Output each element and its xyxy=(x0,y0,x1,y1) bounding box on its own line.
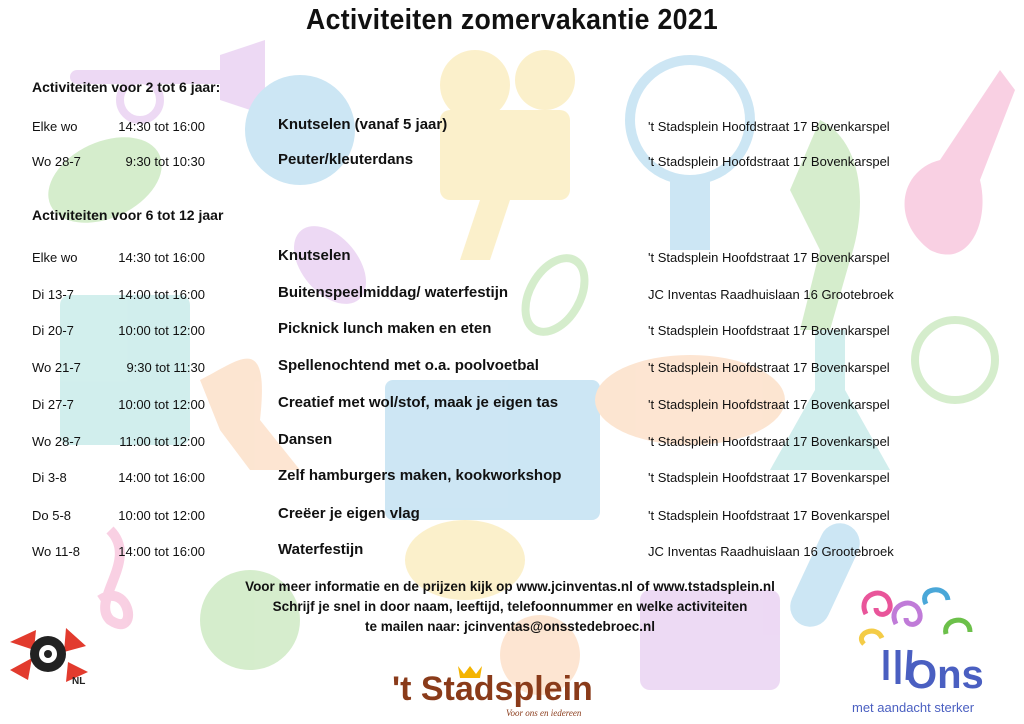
row-time: 11:00 tot 12:00 xyxy=(119,434,205,449)
page-title: Activiteiten zomervakantie 2021 xyxy=(306,4,718,36)
row-activity: Dansen xyxy=(278,431,333,448)
row-activity: Creëer je eigen vlag xyxy=(278,505,420,522)
row-day: Wo 21-7 xyxy=(32,360,81,375)
row-day: Di 13-7 xyxy=(32,287,74,302)
row-time: 14:00 tot 16:00 xyxy=(118,470,205,485)
row-day: Wo 28-7 xyxy=(32,154,81,169)
row-activity: Spellenochtend met o.a. poolvoetbal xyxy=(278,357,539,374)
section-heading-2-6: Activiteiten voor 2 tot 6 jaar: xyxy=(32,79,221,95)
ons-logo xyxy=(846,584,1014,720)
activity-row xyxy=(0,320,1024,342)
row-day: Wo 28-7 xyxy=(32,434,81,449)
row-location: 't Stadsplein Hoofdstraat 17 Bovenkarspel xyxy=(648,470,890,485)
row-location: 't Stadsplein Hoofdstraat 17 Bovenkarspel xyxy=(648,397,890,412)
row-day: Di 3-8 xyxy=(32,470,67,485)
activity-row xyxy=(0,116,1024,138)
activity-row xyxy=(0,284,1024,306)
row-activity: Zelf hamburgers maken, kookworkshop xyxy=(278,467,562,484)
row-location: 't Stadsplein Hoofdstraat 17 Bovenkarspel xyxy=(648,508,890,523)
row-day: Di 20-7 xyxy=(32,323,74,338)
activity-row xyxy=(0,357,1024,379)
row-activity: Waterfestijn xyxy=(278,541,364,558)
row-activity: Creatief met wol/stof, maak je eigen tas xyxy=(278,394,559,411)
jc-inventas-logo xyxy=(6,622,90,686)
row-time: 10:00 tot 12:00 xyxy=(118,397,205,412)
row-activity: Knutselen (vanaf 5 jaar) xyxy=(278,116,448,133)
ons-tagline: met aandacht sterker xyxy=(852,700,975,715)
row-activity: Peuter/kleuterdans xyxy=(278,151,414,168)
row-location: JC Inventas Raadhuislaan 16 Grootebroek xyxy=(648,287,894,302)
row-day: Elke wo xyxy=(32,119,78,134)
row-day: Di 27-7 xyxy=(32,397,74,412)
row-location: 't Stadsplein Hoofdstraat 17 Bovenkarspel xyxy=(648,323,890,338)
row-location: 't Stadsplein Hoofdstraat 17 Bovenkarspel xyxy=(648,250,890,265)
row-day: Do 5-8 xyxy=(32,508,72,523)
row-time: 14:00 tot 16:00 xyxy=(118,287,205,302)
activity-row xyxy=(0,505,1024,527)
row-time: 10:00 tot 12:00 xyxy=(118,323,205,338)
ons-logo-text: Ons xyxy=(906,653,984,697)
activity-row xyxy=(0,394,1024,416)
stadsplein-logo xyxy=(388,662,598,722)
footer-info xyxy=(150,577,870,637)
row-day: Elke wo xyxy=(32,250,78,265)
row-time: 14:00 tot 16:00 xyxy=(118,544,205,559)
footer-line-signup: Schrijf je snel in door naam, leeftijd, telefoonnummer en welke activiteiten xyxy=(272,599,748,614)
section-heading-6-12: Activiteiten voor 6 tot 12 jaar xyxy=(32,207,224,223)
row-activity: Knutselen xyxy=(278,247,351,264)
row-time: 10:00 tot 12:00 xyxy=(118,508,205,523)
activity-row xyxy=(0,247,1024,269)
activity-row xyxy=(0,541,1024,563)
stadsplein-tagline: Voor ons en iedereen xyxy=(506,708,582,718)
row-time: 14:30 tot 16:00 xyxy=(118,250,205,265)
activity-row xyxy=(0,431,1024,453)
activity-row xyxy=(0,467,1024,489)
activity-row xyxy=(0,151,1024,173)
row-location: 't Stadsplein Hoofdstraat 17 Bovenkarspel xyxy=(648,434,890,449)
row-location: 't Stadsplein Hoofdstraat 17 Bovenkarspel xyxy=(648,154,890,169)
row-location: 't Stadsplein Hoofdstraat 17 Bovenkarspel xyxy=(648,360,890,375)
footer-line-info: Voor meer informatie en de prijzen kijk op www.jcinventas.nl of www.tstadsplein.nl xyxy=(245,579,775,594)
row-time: 9:30 tot 11:30 xyxy=(126,360,205,375)
row-location: 't Stadsplein Hoofdstraat 17 Bovenkarspel xyxy=(648,119,890,134)
stadsplein-logo-text: 't Stadsplein xyxy=(392,670,593,708)
row-time: 9:30 tot 10:30 xyxy=(125,154,205,169)
row-day: Wo 11-8 xyxy=(32,544,80,559)
row-time: 14:30 tot 16:00 xyxy=(118,119,205,134)
row-activity: Buitenspeelmiddag/ waterfestijn xyxy=(278,284,509,301)
footer-line-email: te mailen naar: jcinventas@onsstedebroec.nl xyxy=(364,619,655,634)
row-location: JC Inventas Raadhuislaan 16 Grootebroek xyxy=(648,544,894,559)
row-activity: Picknick lunch maken en eten xyxy=(278,320,492,337)
left-logo-text: NL xyxy=(72,676,86,686)
